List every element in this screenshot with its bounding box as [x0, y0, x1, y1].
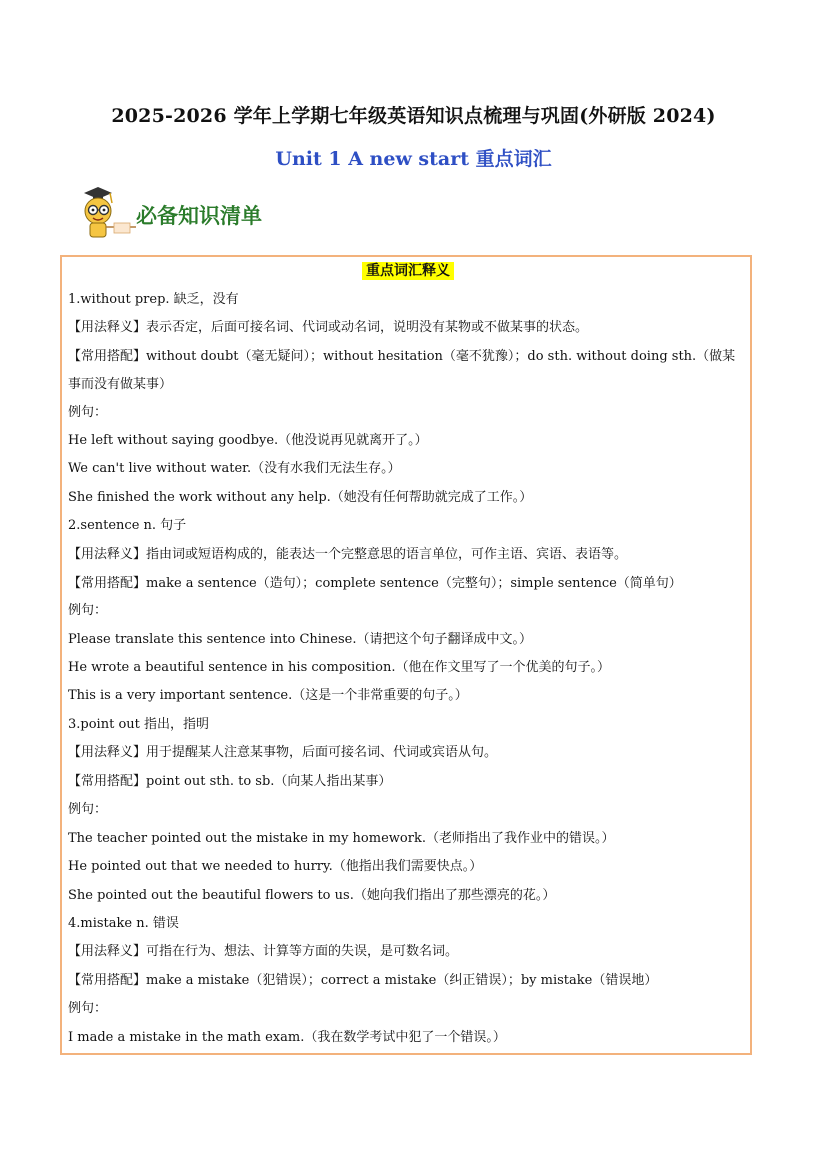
list-item: She pointed out the beautiful flowers to us.（她向我们指出了那些漂亮的花。） [68, 888, 556, 903]
list-item: 4.mistake n. 错误 [68, 916, 179, 931]
section-heading [74, 183, 334, 241]
list-item: She finished the work without any help.（她没有任何帮助就完成了工作。） [68, 490, 533, 505]
vocabulary-box [60, 255, 752, 1055]
list-item: I made a mistake in the math exam.（我在数学考试中犯了一个错误。） [68, 1030, 506, 1045]
list-item: The teacher pointed out the mistake in my homework.（老师指出了我作业中的错误。） [68, 831, 615, 846]
list-item: 2.sentence n. 句子 [68, 518, 187, 533]
list-item: He wrote a beautiful sentence in his composition.（他在作文里写了一个优美的句子。） [68, 660, 611, 675]
list-item: 例句： [68, 802, 108, 817]
list-item: 【用法释义】指由词或短语构成的，能表达一个完整意思的语言单位，可作主语、宾语、表语等。 [68, 547, 628, 562]
document-title: 2025-2026 学年上学期七年级英语知识点梳理与巩固(外研版 2024) [111, 105, 716, 127]
list-item: 例句： [68, 603, 108, 618]
list-item: He pointed out that we needed to hurry.（他指出我们需要快点。） [68, 859, 483, 874]
list-item: 【用法释义】表示否定，后面可接名词、代词或动名词，说明没有某物或不做某事的状态。 [68, 320, 589, 335]
list-item: 3.point out 指出，指明 [68, 717, 209, 732]
list-item: 【常用搭配】make a mistake（犯错误）；correct a mistake（纠正错误）；by mistake（错误地） [68, 973, 658, 988]
list-item: This is a very important sentence.（这是一个非常重要的句子。） [68, 688, 468, 703]
list-item: 1.without prep. 缺乏，没有 [68, 292, 239, 307]
list-item: We can't live without water.（没有水我们无法生存。） [68, 461, 401, 476]
section-label: 必备知识清单 [136, 203, 262, 228]
list-item: 例句： [68, 405, 108, 420]
list-item: 【常用搭配】make a sentence（造句）；complete sentence（完整句）；simple sentence（简单句） [68, 576, 682, 591]
list-item: 【用法释义】可指在行为、想法、计算等方面的失误，是可数名词。 [68, 944, 459, 959]
list-item: 【常用搭配】without doubt（毫无疑问）；without hesitation（毫不犹豫）；do sth. without doing sth.（做某事而没有做某事） [68, 349, 736, 392]
box-title [62, 260, 754, 280]
box-title-text: 重点词汇释义 [362, 262, 454, 280]
list-item: 【常用搭配】point out sth. to sb.（向某人指出某事） [68, 774, 392, 789]
list-item: 【用法释义】用于提醒某人注意某事物，后面可接名词、代词或宾语从句。 [68, 745, 498, 760]
list-item: He left without saying goodbye.（他没说再见就离开了。） [68, 433, 428, 448]
cartoon-mascot-icon [74, 183, 138, 241]
list-item: 例句： [68, 1001, 108, 1016]
list-item: Please translate this sentence into Chinese.（请把这个句子翻译成中文。） [68, 632, 532, 647]
unit-subtitle: Unit 1 A new start 重点词汇 [275, 148, 552, 170]
